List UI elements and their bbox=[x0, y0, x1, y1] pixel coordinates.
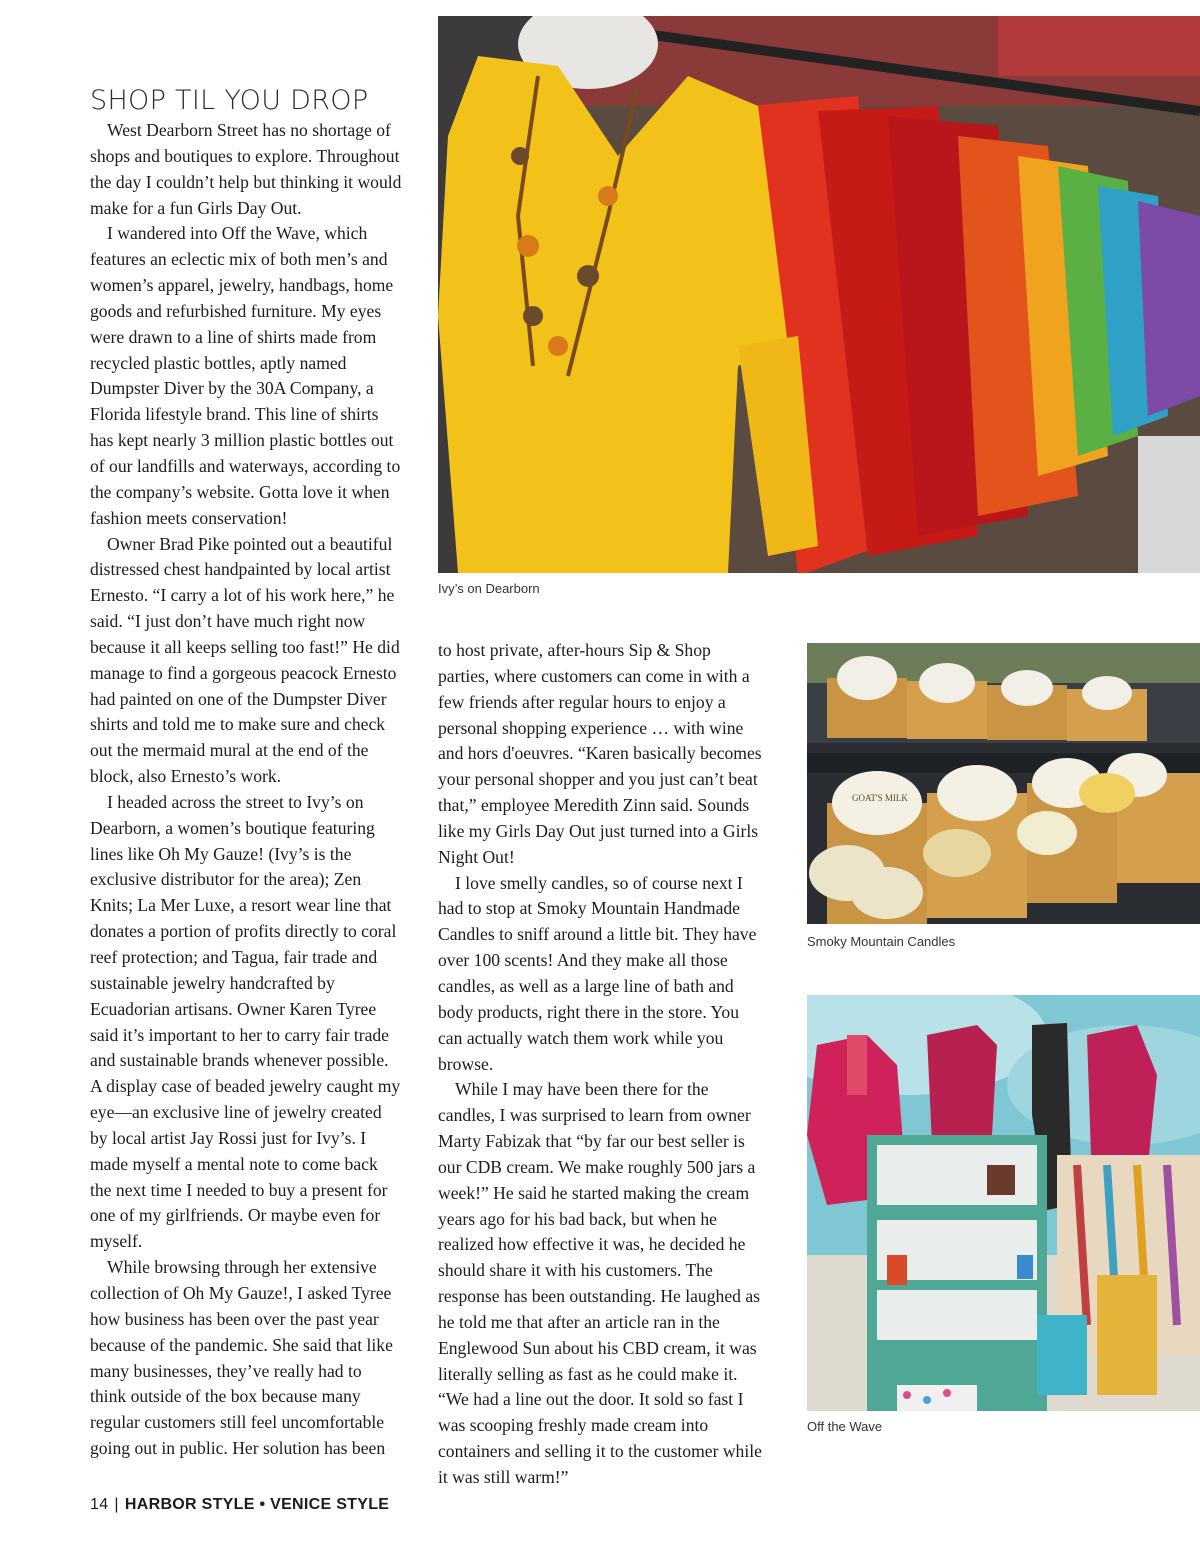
paragraph: I headed across the street to Ivy’s on Dearborn, a women’s boutique featuring lines like Oh My Gauze! (Ivy’s is the exclusive distributor for the area); Zen Knits; La Mer Luxe, a resort wear line that donates a portion of profits directly to coral reef protection; and Tagua, fair trade and sustainable jewelry handcrafted by Ecuadorian artisans. Owner Karen Tyree said it’s important to her to carry fair trade and sustainable brands whenever possible. A display case of beaded jewelry caught my eye—an exclusive line of jewelry created by local artist Jay Rossi just for Ivy’s. I made myself a mental note to come back the next time I needed to buy a present for one of my girlfriends. Or maybe even for myself. bbox=[90, 791, 401, 1252]
paragraph: I wandered into Off the Wave, which features an eclectic mix of both men’s and women’s apparel, jewelry, handbags, home goods and refurbished furniture. My eyes were drawn to a line of shirts made from recycled plastic bottles, aptly named Dumpster Diver by the 30A Company, a Florida lifestyle brand. This line of shirts has kept nearly 3 million plastic bottles out of our landfills and waterways, according to the company’s website. Gotta love it when fashion meets conservation! bbox=[90, 223, 401, 528]
article-column-left bbox=[90, 118, 402, 1462]
paragraph: While browsing through her extensive collection of Oh My Gauze!, I asked Tyree how business has been over the past year because of the pandemic. She said that like many businesses, they’ve really had to think outside of the box because many regular customers still feel uncomfortable going out in public. Her solution has been bbox=[90, 1257, 393, 1459]
ivys-photo bbox=[438, 16, 1200, 573]
offwave-photo bbox=[807, 995, 1200, 1411]
caption-ivys: Ivy’s on Dearborn bbox=[438, 581, 540, 596]
footer-separator: | bbox=[114, 1496, 119, 1513]
magazine-name: HARBOR STYLE • VENICE STYLE bbox=[124, 1496, 390, 1513]
paragraph: Owner Brad Pike pointed out a beautiful distressed chest handpainted by local artist Ernesto. “I carry a lot of his work here,” he said. “I just don’t have much right now because it all keeps selling too fast!” He did manage to find a gorgeous peacock Ernesto had painted on one of the Dumpster Diver shirts and told me to make sure and check out the mermaid mural at the end of the block, also Ernesto’s work. bbox=[90, 533, 400, 787]
paragraph: West Dearborn Street has no shortage of shops and boutiques to explore. Throughout the day I couldn’t help but thinking it would make for a fun Girls Day Out. bbox=[90, 120, 402, 218]
paragraph: to host private, after-hours Sip & Shop parties, where customers can come in with a few friends after regular hours to enjoy a personal shopping experience … with wine and hors d'oeuvres. “Karen basically becomes your personal shopper and you just can’t beat that,” employee Meredith Zinn said. Sounds like my Girls Day Out just turned into a Girls Night Out! bbox=[438, 640, 762, 867]
paragraph: While I may have been there for the candles, I was surprised to learn from owner Marty Fabizak that “by far our best seller is our CDB cream. We make roughly 500 jars a week!” He said he started making the cream years ago for his bad back, but when he realized how effective it was, he decided he should share it with his customers. The response has been outstanding. He laughed as he told me that after an article ran in the Englewood Sun about his CBD cream, it was literally selling as fast as he could make it. “We had a line out the door. It sold so fast I was scooping freshly made cream into containers and selling it to the customer while it was still warm!” bbox=[438, 1079, 762, 1487]
page-footer bbox=[90, 1496, 389, 1514]
caption-offwave: Off the Wave bbox=[807, 1419, 883, 1434]
candles-photo bbox=[807, 643, 1200, 924]
article-column-middle bbox=[438, 638, 764, 1491]
paragraph: I love smelly candles, so of course next I had to stop at Smoky Mountain Handmade Candles to sniff around a little bit. They have over 100 scents! And they make all those candles, as well as a large line of bath and body products, right there in the store. You can actually watch them work while you browse. bbox=[438, 872, 757, 1074]
goats-milk-label: GOAT'S MILK bbox=[852, 793, 908, 803]
section-heading: SHOP TIL YOU DROP bbox=[90, 85, 369, 116]
page-number: 14 bbox=[90, 1496, 109, 1513]
caption-candles: Smoky Mountain Candles bbox=[807, 934, 956, 949]
